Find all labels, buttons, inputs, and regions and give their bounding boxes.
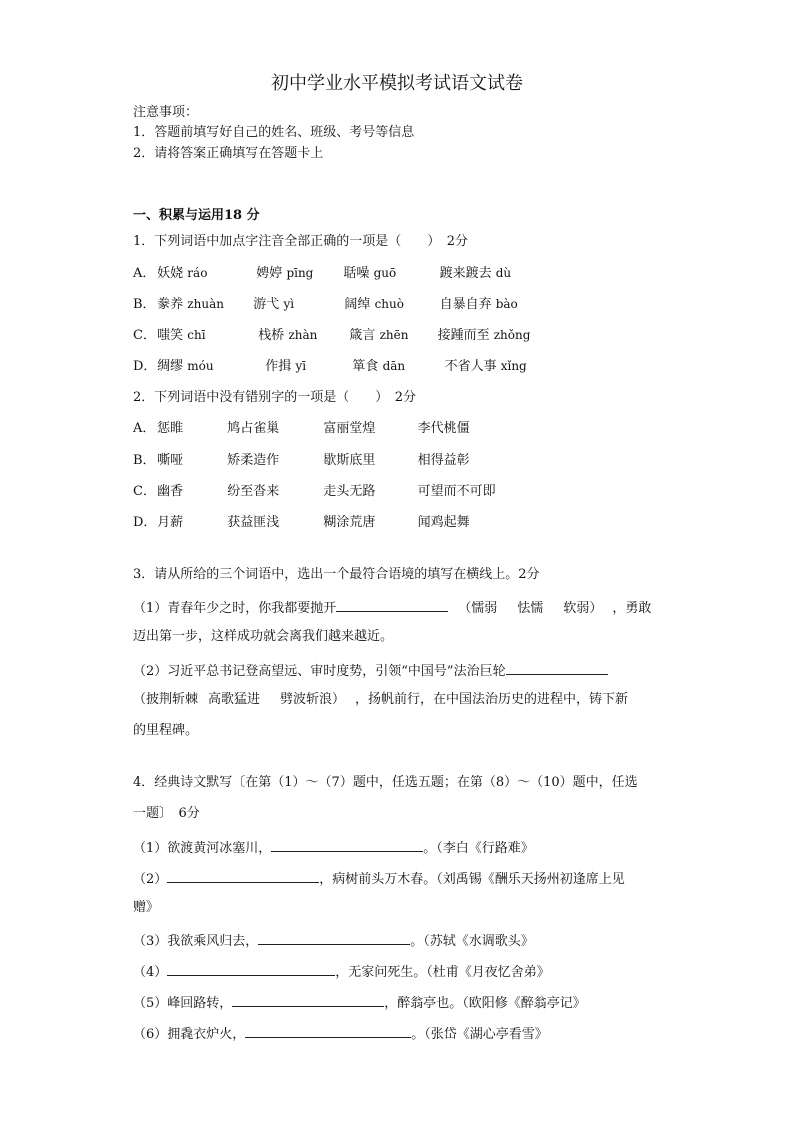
pinyin: móu — [187, 359, 214, 373]
poem-prefix: （4） — [133, 965, 168, 980]
word: 相得益彰 — [417, 453, 470, 468]
word: 纷至沓来 — [227, 484, 280, 499]
pinyin: dù — [495, 266, 512, 280]
poem-prefix: （6）拥毳衣炉火， — [133, 1027, 246, 1042]
answer-blank[interactable] — [506, 660, 608, 675]
pinyin: guō — [373, 266, 397, 280]
poem-prefix: （1）欲渡黄河冰塞川， — [133, 841, 272, 856]
answer-blank[interactable] — [167, 868, 319, 883]
q4-item-1 — [133, 837, 534, 858]
pinyin: yī — [295, 359, 307, 373]
word: 嗤笑 — [157, 328, 184, 343]
word: 踱来踱去 — [439, 266, 492, 281]
poem-suffix: 。（苏轼《水调歌头》 — [410, 934, 534, 949]
poem-suffix: ，病树前头万木春。（刘禹锡《酬乐天扬州初逢席上见 — [319, 872, 625, 887]
word: 富丽堂煌 — [323, 421, 376, 436]
q1-option-a — [133, 264, 511, 283]
q1-option-b — [133, 295, 518, 314]
q4-item-4 — [133, 961, 550, 982]
word: 不省人事 — [444, 359, 497, 374]
q3-part-2 — [133, 660, 608, 681]
word: 栈桥 — [258, 328, 285, 343]
option-label: D． — [133, 515, 157, 530]
option-label: B． — [133, 453, 156, 468]
word: 接踵而至 — [437, 328, 490, 343]
answer-blank[interactable] — [336, 597, 448, 612]
q3-part-1-text: （1）青春年少之时，你我都要抛开 — [133, 601, 337, 616]
q2-option-a — [133, 420, 470, 438]
question-4-stem-line2: 一题〕 6分 — [133, 806, 200, 821]
word: 幽香 — [157, 484, 184, 499]
pinyin: chī — [187, 328, 206, 342]
notes-heading: 注意事项： — [133, 105, 199, 120]
word: 游弋 — [253, 297, 280, 312]
option-label: D． — [133, 359, 157, 374]
question-2-stem: 2．下列词语中没有错别字的一项是（ ） 2分 — [133, 390, 417, 405]
section-heading: 一、积累与运用18 分 — [133, 208, 260, 223]
exam-title: 初中学业水平模拟考试语文试卷 — [271, 73, 523, 94]
q4-item-2 — [133, 868, 625, 889]
q4-item-2-continued: 赠》 — [133, 900, 160, 915]
word: 豢养 — [157, 297, 184, 312]
poem-suffix: 。（张岱《湖心亭看雪》 — [411, 1027, 548, 1042]
q2-option-d — [133, 514, 470, 532]
q3-part-1 — [133, 597, 651, 618]
pinyin: chuò — [374, 297, 404, 311]
answer-blank[interactable] — [245, 1023, 411, 1038]
word: 作揖 — [265, 359, 292, 374]
question-4-stem: 4．经典诗文默写〔在第（1）～（7）题中，任选五题；在第（8）～（10）题中，任选 — [133, 775, 638, 790]
q2-option-c — [133, 483, 496, 501]
word: 娉婷 — [256, 266, 283, 281]
choice: （披荆斩棘 — [133, 692, 199, 707]
q3-part-2-end: ，扬帆前行，在中国法治历史的进程中，铸下新 — [355, 692, 629, 707]
choice: 高歌猛进 — [208, 692, 261, 707]
pinyin: zhǒng — [493, 328, 531, 342]
answer-blank[interactable] — [271, 837, 423, 852]
poem-suffix: ，醉翁亭也。（欧阳修《醉翁亭记》 — [384, 996, 586, 1011]
option-label: A． — [133, 421, 156, 436]
note-item-1: 1．答题前填写好自己的姓名、班级、考号等信息 — [133, 125, 415, 140]
pinyin: zhēn — [379, 328, 409, 342]
word: 绸缪 — [157, 359, 184, 374]
q1-option-d — [133, 357, 527, 376]
choice: 怯懦 — [517, 601, 544, 616]
word: 聒噪 — [343, 266, 370, 281]
word: 鸠占雀巢 — [227, 421, 280, 436]
q3-part-2-text: （2）习近平总书记登高望远、审时度势，引领“中国号”法治巨轮 — [133, 664, 506, 679]
choice: （懦弱 — [458, 601, 498, 616]
option-label: A． — [133, 266, 156, 281]
choice: 软弱） — [563, 601, 603, 616]
q4-item-5 — [133, 992, 586, 1013]
q4-item-6 — [133, 1023, 548, 1044]
answer-blank[interactable] — [167, 961, 335, 976]
note-item-2: 2．请将答案正确填写在答题卡上 — [133, 146, 324, 161]
poem-prefix: （5）峰回路转， — [133, 996, 233, 1011]
word: 可望而不可即 — [417, 484, 496, 499]
answer-blank[interactable] — [232, 992, 384, 1007]
pinyin: dān — [382, 359, 406, 373]
word: 获益匪浅 — [227, 515, 280, 530]
word: 李代桃僵 — [417, 421, 470, 436]
poem-suffix: ，无家问死生。（杜甫《月夜忆舍弟》 — [335, 965, 550, 980]
pinyin: zhuàn — [187, 297, 224, 311]
poem-prefix: （2） — [133, 872, 168, 887]
q3-part-1-continued: 迈出第一步，这样成功就会离我们越来越近。 — [133, 629, 394, 644]
q3-part-1-end: ，勇敢 — [612, 601, 652, 616]
word: 月薪 — [157, 515, 184, 530]
pinyin: ráo — [187, 266, 208, 280]
pinyin: zhàn — [288, 328, 318, 342]
q3-part-2-continued: 的里程碑。 — [133, 723, 199, 738]
pinyin: pīng — [286, 266, 314, 280]
word: 妖娆 — [157, 266, 184, 281]
question-3-stem: 3．请从所给的三个词语中，选出一个最符合语境的填写在横线上。2分 — [133, 567, 540, 582]
q1-option-c — [133, 326, 530, 345]
poem-prefix: （3）我欲乘风归去， — [133, 934, 259, 949]
word: 歇斯底里 — [323, 453, 376, 468]
word: 矫柔造作 — [227, 453, 280, 468]
word: 阔绰 — [344, 297, 371, 312]
poem-suffix: 。（李白《行路难》 — [423, 841, 534, 856]
q3-part-2-line2 — [133, 691, 628, 709]
pinyin: bào — [495, 297, 518, 311]
word: 自暴自弃 — [439, 297, 492, 312]
q4-item-3 — [133, 930, 534, 951]
word: 嘶哑 — [157, 453, 184, 468]
word: 闻鸡起舞 — [417, 515, 470, 530]
word: 走头无路 — [323, 484, 376, 499]
pinyin: yì — [283, 297, 295, 311]
word: 箪食 — [352, 359, 379, 374]
word: 箴言 — [349, 328, 376, 343]
word: 惩睢 — [157, 421, 184, 436]
word: 糊涂荒唐 — [323, 515, 376, 530]
option-label: C． — [133, 328, 156, 343]
question-1-stem: 1．下列词语中加点字注音全部正确的一项是（ ） 2分 — [133, 234, 469, 249]
choice: 劈波斩浪） — [280, 692, 346, 707]
answer-blank[interactable] — [258, 930, 410, 945]
option-label: C． — [133, 484, 156, 499]
option-label: B． — [133, 297, 156, 312]
q2-option-b — [133, 452, 470, 470]
pinyin: xǐng — [500, 359, 527, 373]
